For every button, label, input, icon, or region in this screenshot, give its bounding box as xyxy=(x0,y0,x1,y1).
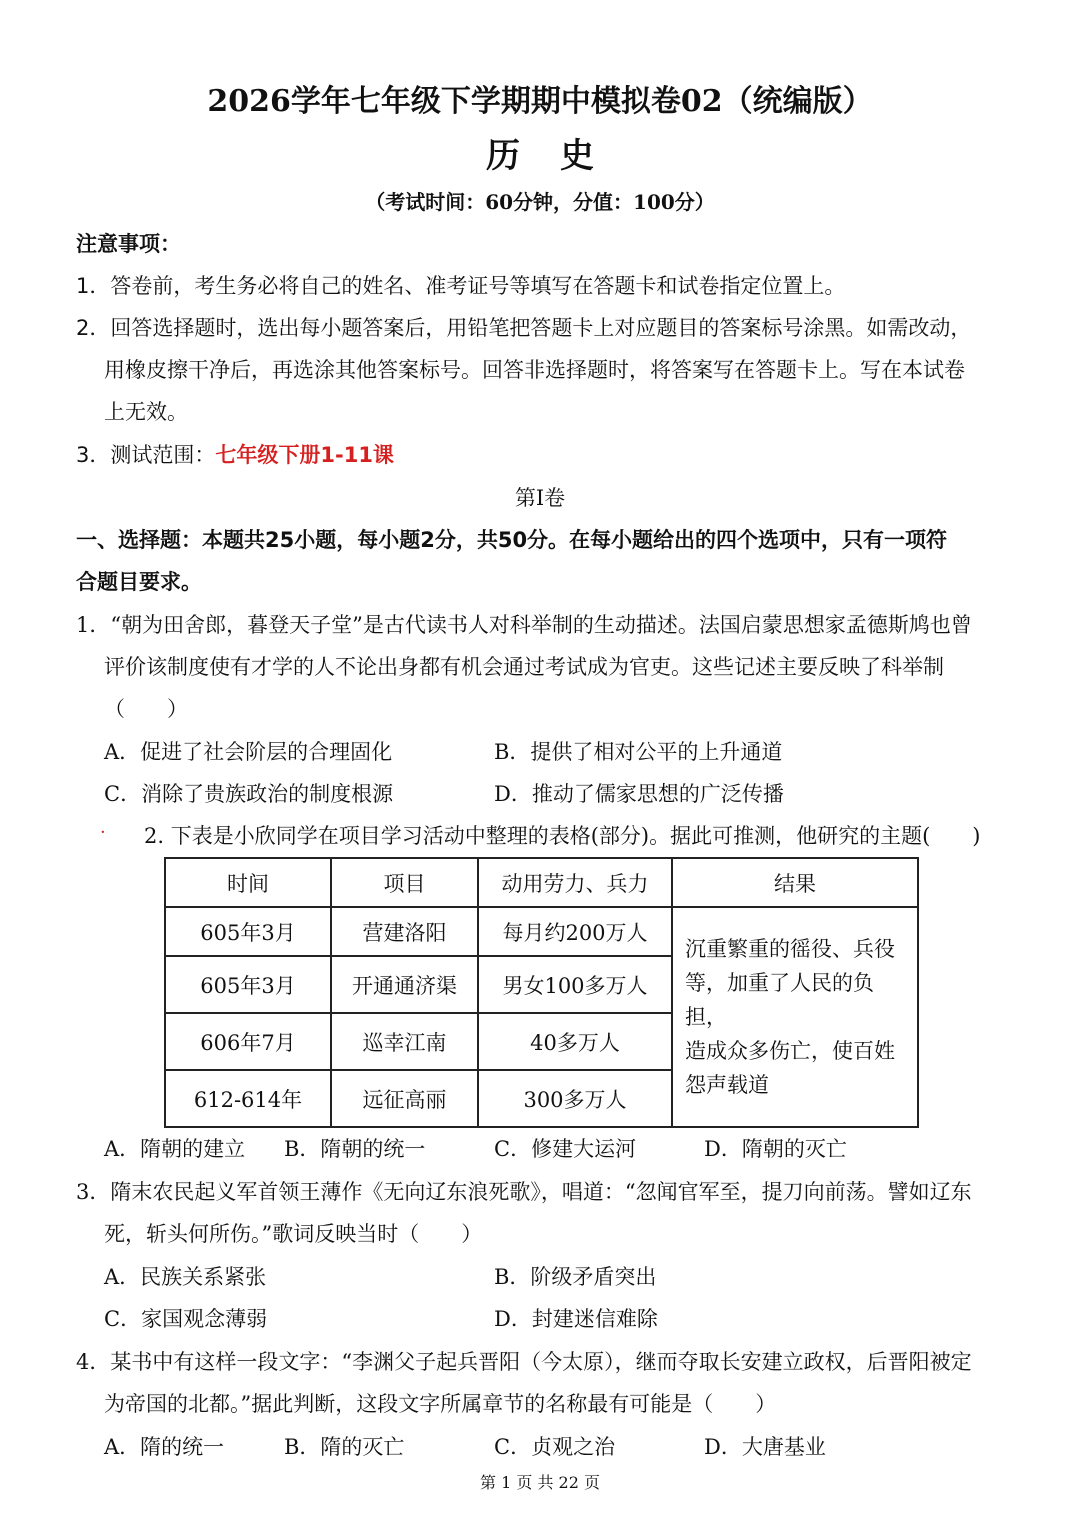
notice-heading: 注意事项： xyxy=(76,232,181,256)
table-cell-labor: 男女100多万人 xyxy=(478,956,672,1013)
q1-option-a: A．促进了社会阶层的合理固化 xyxy=(104,740,393,764)
table-cell-time: 605年3月 xyxy=(165,956,331,1013)
q4-option-c: C．贞观之治 xyxy=(494,1435,616,1459)
notice-item-1: 1．答卷前，考生务必将自己的姓名、准考证号等填写在答题卡和试卷指定位置上。 xyxy=(76,274,846,298)
q2-option-b: B．隋朝的统一 xyxy=(284,1137,426,1161)
table-cell-time: 612-614年 xyxy=(165,1070,331,1127)
table-cell-project: 开通通济渠 xyxy=(331,956,478,1013)
result-line: 怨声载道 xyxy=(685,1073,769,1097)
table-header-result: 结果 xyxy=(672,858,918,907)
q2-option-c: C．修建大运河 xyxy=(494,1137,637,1161)
q1-option-d: D．推动了儒家思想的广泛传播 xyxy=(494,782,784,806)
q3-stem-line-2: 死，斩头何所伤。”歌词反映当时（ ） xyxy=(104,1222,483,1246)
notice-item-2-line-3: 上无效。 xyxy=(104,400,188,424)
q1-answer-bracket: （ ） xyxy=(104,697,188,721)
q4-option-b: B．隋的灭亡 xyxy=(284,1435,405,1459)
page-number: 第 1 页 共 22 页 xyxy=(480,1473,600,1492)
subject-title: 历史 xyxy=(486,136,634,176)
q3-option-b: B．阶级矛盾突出 xyxy=(494,1265,657,1289)
notice-item-3-prefix: 3．测试范围： xyxy=(76,443,216,467)
result-line: 等，加重了人民的负担， xyxy=(685,971,874,1029)
table-row xyxy=(165,907,918,956)
exam-title: 2026学年七年级下学期期中模拟卷02（统编版） xyxy=(207,84,873,119)
table-header-labor: 动用劳力、兵力 xyxy=(478,858,672,907)
q2-option-a: A．隋朝的建立 xyxy=(104,1137,246,1161)
table-cell-project: 远征高丽 xyxy=(331,1070,478,1127)
q2-stem: 2. 下表是小欣同学在项目学习活动中整理的表格(部分)。据此可推测，他研究的主题( ) xyxy=(144,824,981,848)
q2-option-d: D．隋朝的灭亡 xyxy=(704,1137,847,1161)
notice-item-2-line-1: 2．回答选择题时，选出每小题答案后，用铅笔把答题卡上对应题目的答案标号涂黑。如需改动， xyxy=(76,316,972,340)
q1-option-b: B．提供了相对公平的上升通道 xyxy=(494,740,783,764)
q1-stem-line-1: 1．“朝为田舍郎，暮登天子堂”是古代读书人对科举制的生动描述。法国启蒙思想家孟德斯鸠也曾 xyxy=(76,613,972,637)
table-cell-time: 606年7月 xyxy=(165,1013,331,1070)
q2-table xyxy=(164,857,919,1128)
table-header-row xyxy=(165,858,918,907)
q4-option-d: D．大唐基业 xyxy=(704,1435,826,1459)
table-header-time: 时间 xyxy=(165,858,331,907)
test-scope: 七年级下册1-11课 xyxy=(215,443,394,467)
q4-option-a: A．隋的统一 xyxy=(104,1435,225,1459)
q3-option-c: C．家国观念薄弱 xyxy=(104,1307,268,1331)
notice-item-3 xyxy=(76,440,394,470)
result-line: 造成众多伤亡，使百姓 xyxy=(685,1039,895,1063)
table-cell-project: 巡幸江南 xyxy=(331,1013,478,1070)
q3-stem-line-1: 3．隋末农民起义军首领王薄作《无向辽东浪死歌》，唱道：“忽闻官军至，提刀向前荡。譬如辽东 xyxy=(76,1180,972,1204)
q4-stem-line-1: 4．某书中有这样一段文字：“李渊父子起兵晋阳（今太原），继而夺取长安建立政权，后晋阳被定 xyxy=(76,1350,972,1374)
table-cell-labor: 40多万人 xyxy=(478,1013,672,1070)
table-cell-time: 605年3月 xyxy=(165,907,331,956)
section-instructions-line-1: 一、选择题：本题共25小题，每小题2分，共50分。在每小题给出的四个选项中，只有一项符 xyxy=(76,528,948,552)
q1-stem-line-2: 评价该制度使有才学的人不论出身都有机会通过考试成为官吏。这些记述主要反映了科举制 xyxy=(104,655,944,679)
notice-item-2-line-2: 用橡皮擦干净后，再选涂其他答案标号。回答非选择题时，将答案写在答题卡上。写在本试卷 xyxy=(104,358,965,382)
q2-red-dot-marker: · xyxy=(100,822,106,843)
table-cell-result xyxy=(672,907,918,1127)
q3-option-a: A．民族关系紧张 xyxy=(104,1265,267,1289)
volume-label: 第Ⅰ卷 xyxy=(514,486,566,510)
q1-option-c: C．消除了贵族政治的制度根源 xyxy=(104,782,394,806)
q4-stem-line-2: 为帝国的北都。”据此判断，这段文字所属章节的名称最有可能是（ ） xyxy=(104,1392,777,1416)
result-line: 沉重繁重的徭役、兵役 xyxy=(685,937,895,961)
section-instructions-line-2: 合题目要求。 xyxy=(76,570,202,594)
q3-option-d: D．封建迷信难除 xyxy=(494,1307,658,1331)
table-cell-labor: 300多万人 xyxy=(478,1070,672,1127)
table-header-project: 项目 xyxy=(331,858,478,907)
exam-info: （考试时间：60分钟，分值：100分） xyxy=(365,190,715,214)
table-cell-labor: 每月约200万人 xyxy=(478,907,672,956)
table-cell-project: 营建洛阳 xyxy=(331,907,478,956)
